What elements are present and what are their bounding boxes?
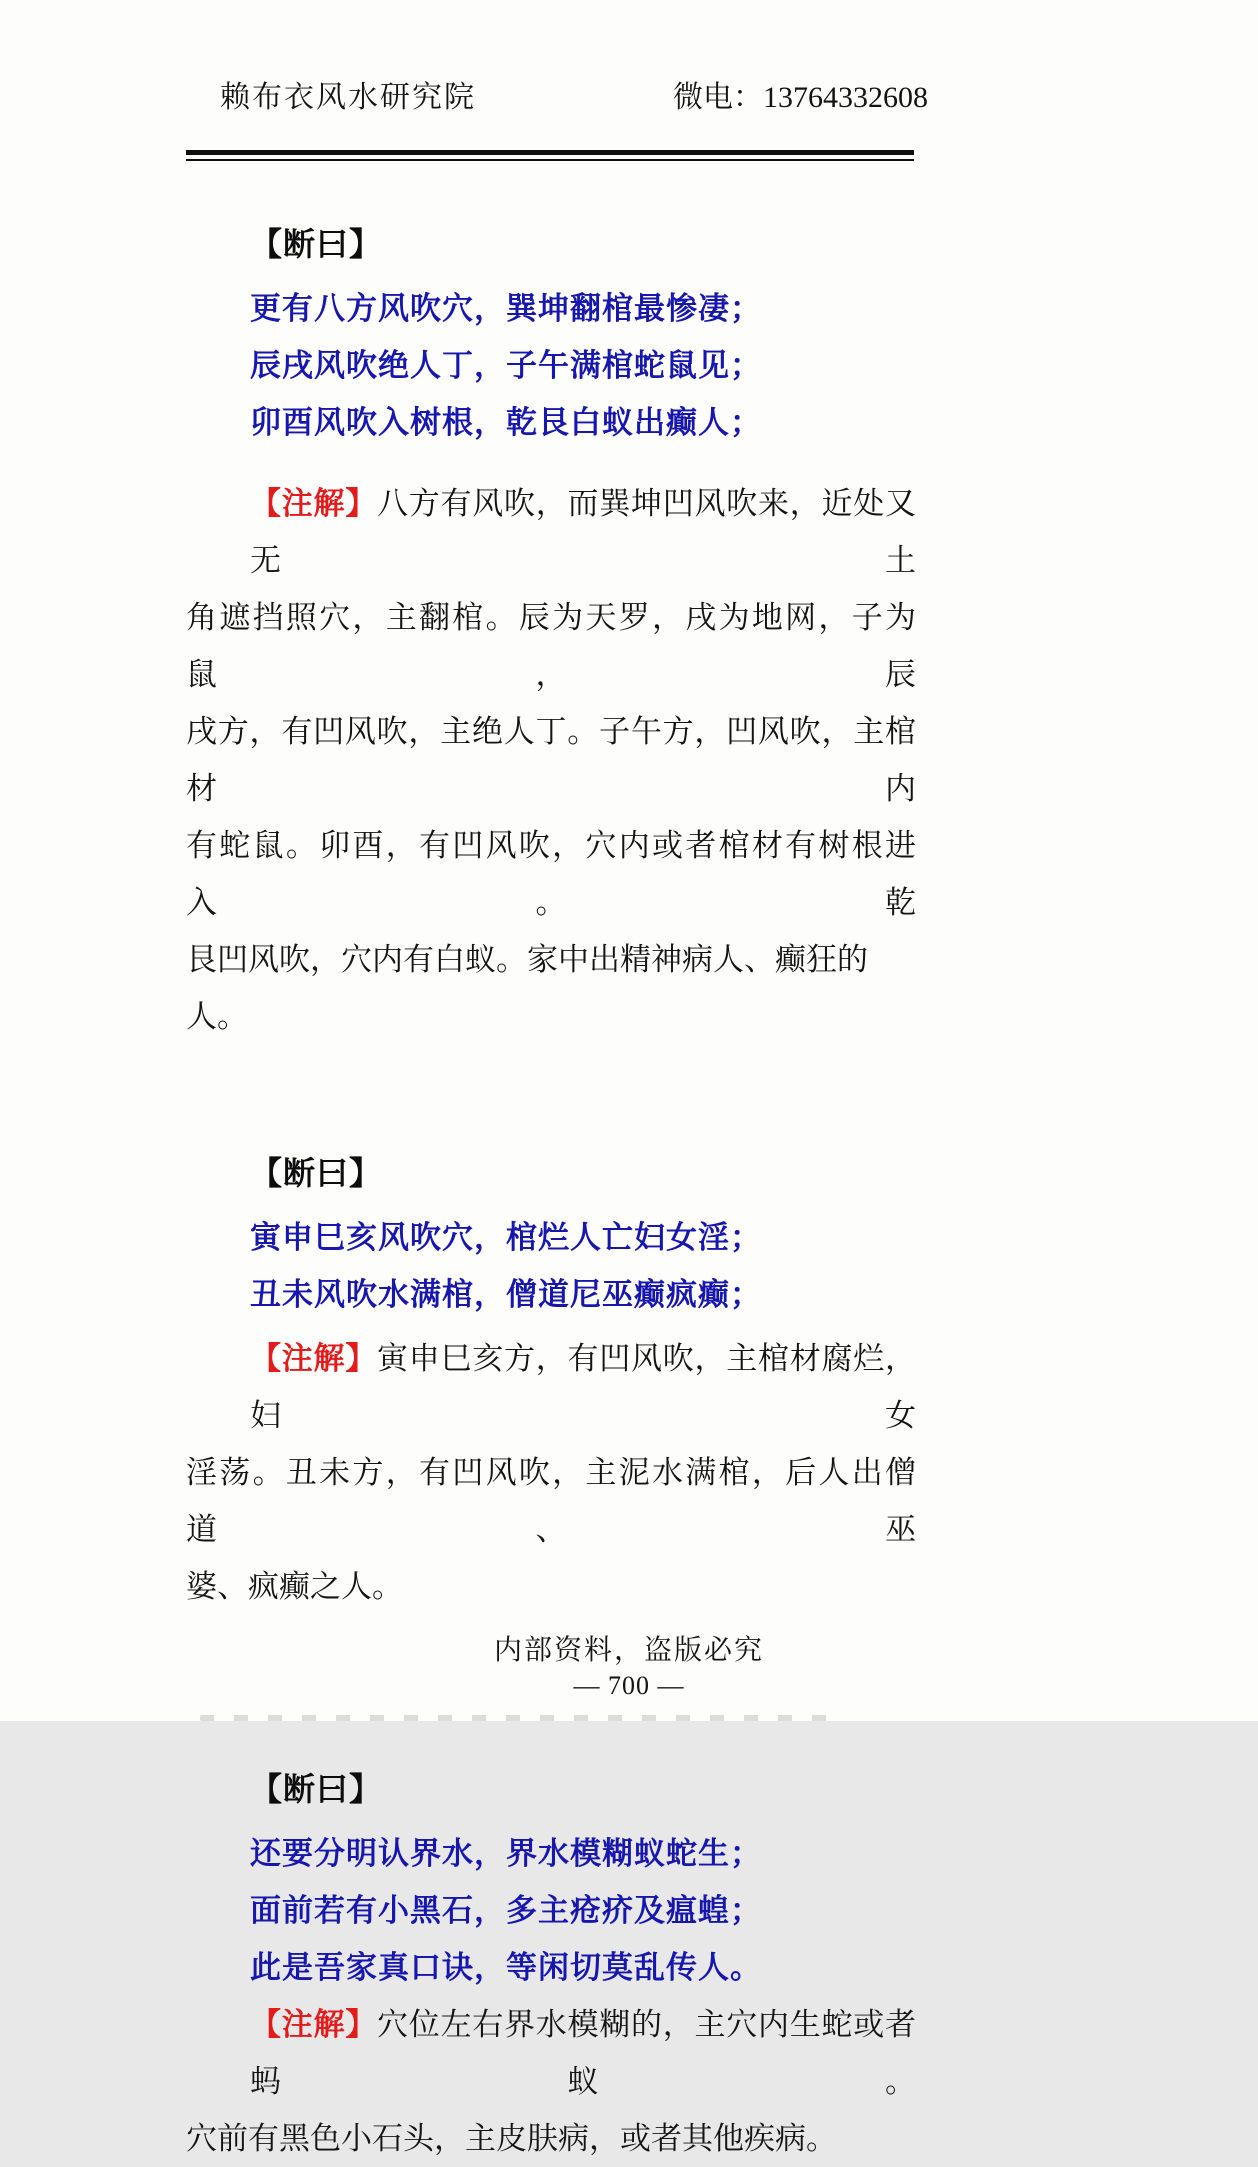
verse-block — [186, 280, 916, 451]
note-line — [186, 1996, 916, 2110]
verse-line: 还要分明认界水，界水模糊蚁蛇生； — [250, 1836, 762, 1871]
header-double-rule — [186, 150, 914, 161]
note-label: 【注解】 — [250, 2007, 377, 2042]
section-3 — [186, 1761, 916, 2167]
verse-line: 更有八方风吹穴，巽坤翻棺最惨凄； — [250, 291, 762, 326]
note-text: 穴位左右界水模糊的，主穴内生蛇或者蚂蚁。 — [250, 2007, 916, 2099]
section-heading: 【断曰】 — [250, 1771, 383, 1807]
organization-title: 赖布衣风水研究院 — [220, 81, 476, 114]
note-paragraph — [186, 1996, 916, 2167]
verse-line: 丑未风吹水满棺，僧道尼巫癫疯癫； — [250, 1277, 762, 1312]
note-label: 【注解】 — [250, 1341, 377, 1376]
verse-block — [186, 1825, 916, 1996]
note-paragraph — [186, 1330, 916, 1615]
note-line: 角遮挡照穴，主翻棺。辰为天罗，戌为地网，子为鼠，辰 — [186, 600, 916, 692]
note-line: 戌方，有凹风吹，主绝人丁。子午方，凹风吹，主棺材内 — [186, 714, 916, 806]
verse-line: 辰戌风吹绝人丁，子午满棺蛇鼠见； — [250, 348, 762, 383]
note-line: 有蛇鼠。卯酉，有凹风吹，穴内或者棺材有树根进入。乾 — [186, 828, 916, 920]
page-number: — 700 — — [573, 1671, 685, 1700]
note-paragraph — [186, 475, 916, 1045]
note-text: 寅申巳亥方，有凹风吹，主棺材腐烂，妇女 — [250, 1341, 916, 1433]
note-label: 【注解】 — [250, 486, 377, 521]
copyright-notice: 内部资料，盗版必究 — [493, 1635, 764, 1666]
section-1 — [186, 216, 916, 1045]
verse-block — [186, 1209, 916, 1323]
page-header — [0, 0, 1258, 116]
note-line: 婆、疯癫之人。 — [186, 1569, 403, 1604]
verse-line: 此是吾家真口诀，等闲切莫乱传人。 — [250, 1950, 762, 1985]
note-text: 八方有风吹，而巽坤凹风吹来，近处又无土 — [250, 486, 916, 578]
page-body — [186, 216, 916, 2167]
section-heading: 【断曰】 — [250, 1155, 383, 1191]
page-footer — [0, 1633, 1258, 1703]
note-line — [186, 1330, 916, 1444]
cut-off-text-artifact — [200, 1715, 840, 1721]
note-line: 穴前有黑色小石头，主皮肤病，或者其他疾病。 — [186, 2121, 837, 2156]
contact-info: 微电：13764332608 — [673, 81, 928, 114]
verse-line: 卯酉风吹入树根，乾艮白蚁出癫人； — [250, 405, 762, 440]
verse-line: 寅申巳亥风吹穴，棺烂人亡妇女淫； — [250, 1220, 762, 1255]
note-line: 艮凹风吹，穴内有白蚁。家中出精神病人、癫狂的人。 — [186, 942, 868, 1034]
note-line: 淫荡。丑未方，有凹风吹，主泥水满棺，后人出僧道、巫 — [186, 1455, 916, 1547]
verse-line: 面前若有小黑石，多主疮疥及瘟蝗； — [250, 1893, 762, 1928]
section-heading: 【断曰】 — [250, 226, 383, 262]
note-line — [186, 475, 916, 589]
section-2 — [186, 1145, 916, 1615]
